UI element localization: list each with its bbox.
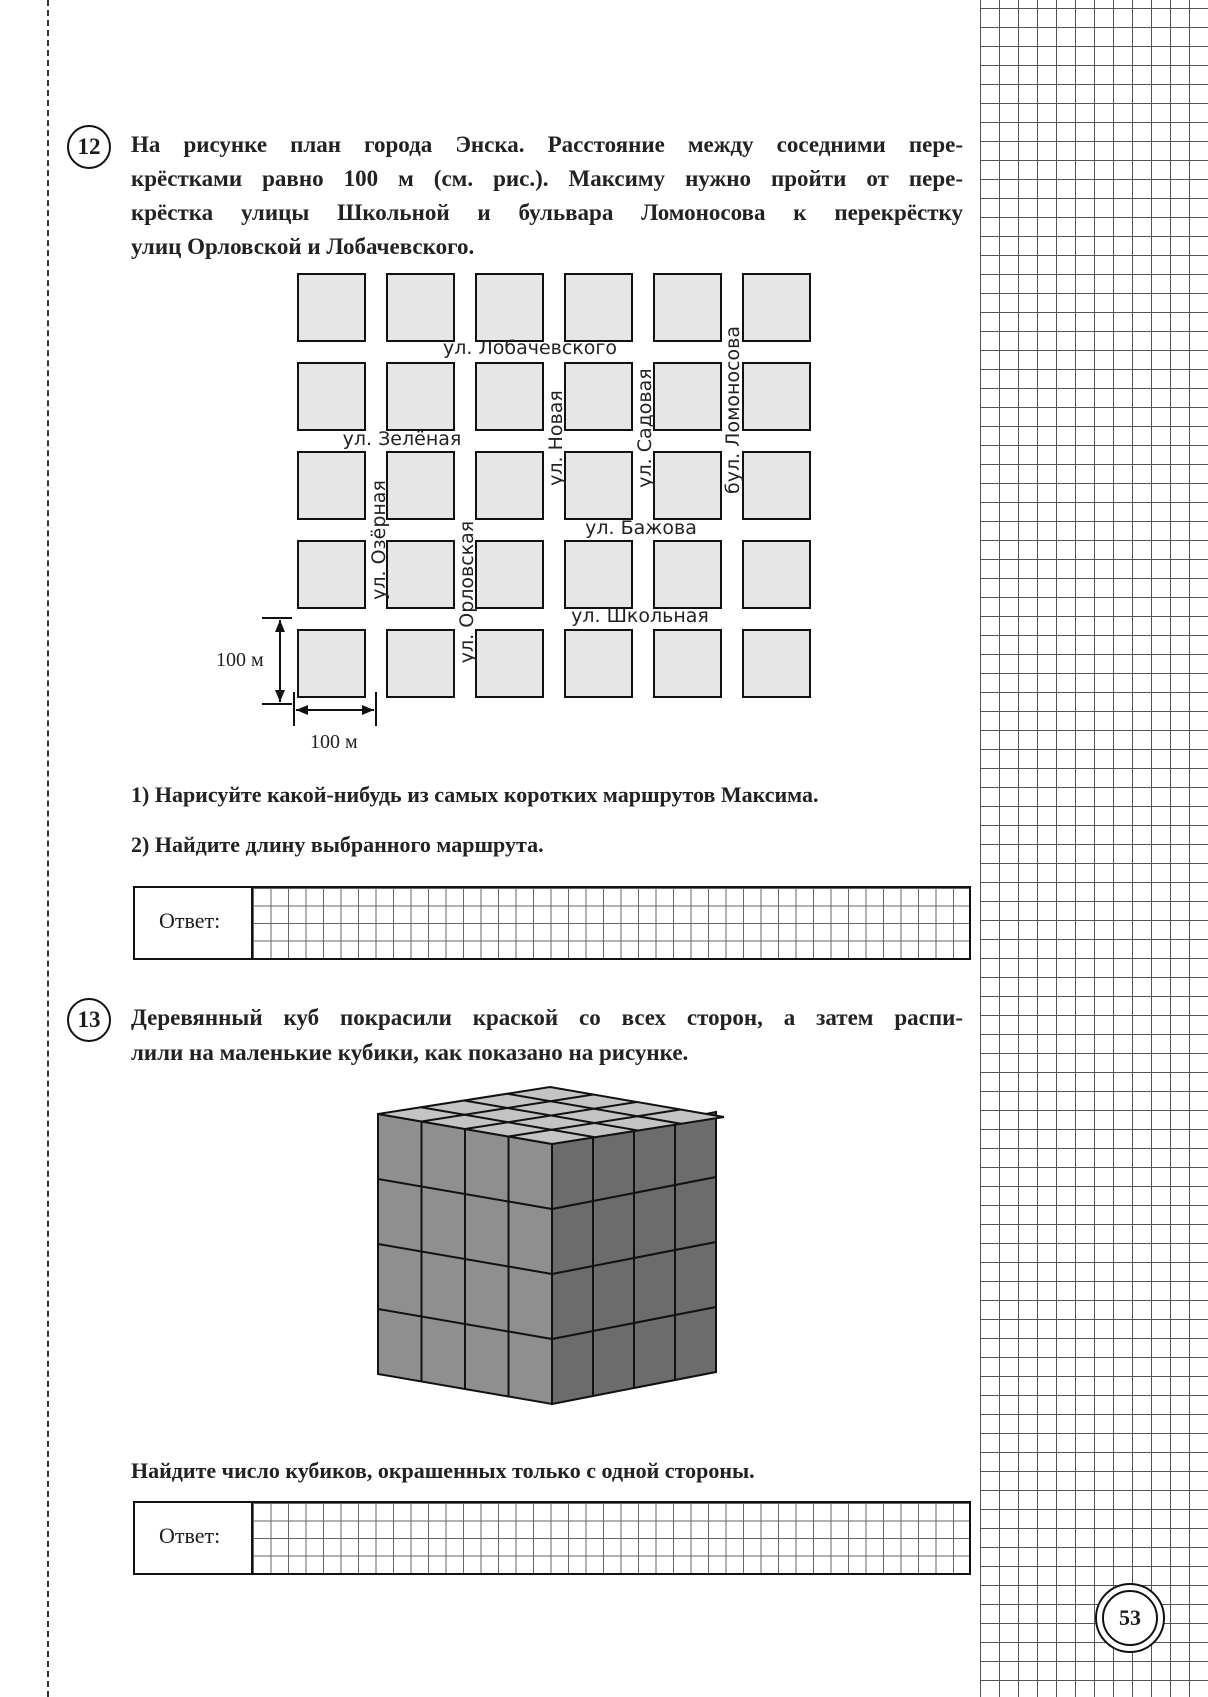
street-lobachevskogo: ул. Лобачевского [442,337,618,359]
scale-horizontal-label: 100 м [310,731,358,753]
task-12-question-1: 1) Нарисуйте какой-нибудь из самых коротких маршрутов Максима. [131,782,819,807]
page-number-badge [1095,1583,1165,1653]
task-13-number: 13 [67,998,111,1042]
task-12-answer-field[interactable] [251,888,969,958]
scale-vertical-label: 100 м [216,649,264,671]
city-block [476,452,543,519]
street-lomonosova: бул. Ломоносова [722,325,744,495]
street-shkolnaya: ул. Школьная [571,605,709,627]
city-block [476,541,543,608]
city-block [743,274,810,341]
city-block [476,630,543,697]
city-block [654,363,721,430]
task-13-question: Найдите число кубиков, окрашенных только с одной стороны. [131,1458,755,1483]
cube-faces [378,1087,724,1404]
task-12-line-4: улиц Орловской и Лобачевского. [131,234,475,259]
answer-label: Ответ: [159,908,221,933]
task-12-line-3: крёстка улицы Школьной и бульвара Ломоносова к перекрёстку [131,200,963,225]
city-block [298,274,365,341]
page-number: 53 [1119,1605,1141,1630]
task-13-line-1: Деревянный куб покрасили краской со всех сторон, а затем распи- [131,1005,963,1030]
city-block [387,363,454,430]
task-12-line-2: крёстками равно 100 м (см. рис.). Максиму нужно пройти от пере- [131,166,963,191]
answer-label: Ответ: [159,1523,221,1548]
task-12-question-2: 2) Найдите длину выбранного маршрута. [131,832,544,857]
city-block [743,541,810,608]
cube-figure [370,1070,740,1450]
city-block [565,630,632,697]
street-sadovaya: ул. Садовая [634,368,656,488]
city-block [298,630,365,697]
task-12-answer-box [133,886,971,960]
city-block [654,630,721,697]
city-block [387,274,454,341]
task-12-line-1: На рисунке план города Энска. Расстояние между соседними пере- [131,132,963,157]
city-block [743,630,810,697]
city-block [387,452,454,519]
street-bazhova: ул. Бажова [585,517,697,539]
city-block [387,630,454,697]
margin-grid [980,0,1208,1697]
city-map [200,262,840,762]
city-block [654,452,721,519]
street-novaya: ул. Новая [545,390,567,486]
city-block [654,541,721,608]
city-block [298,541,365,608]
city-block [476,363,543,430]
city-block [565,363,632,430]
city-block [565,452,632,519]
city-block [298,363,365,430]
cut-line [47,0,49,1697]
street-zelenaya: ул. Зелёная [342,428,462,450]
city-block [476,274,543,341]
task-13-answer-field[interactable] [251,1503,969,1573]
scale-vertical [262,618,292,704]
task-12-number: 12 [67,125,111,169]
city-block [565,274,632,341]
city-block [743,452,810,519]
task-13-line-2: лили на маленькие кубики, как показано на рисунке. [131,1040,689,1065]
city-block [565,541,632,608]
city-block [654,274,721,341]
street-orlovskaya: ул. Орловская [456,520,478,664]
city-block [743,363,810,430]
city-block [298,452,365,519]
task-13-answer-box [133,1501,971,1575]
city-block [387,541,454,608]
street-ozernaya: ул. Озёрная [368,480,390,600]
